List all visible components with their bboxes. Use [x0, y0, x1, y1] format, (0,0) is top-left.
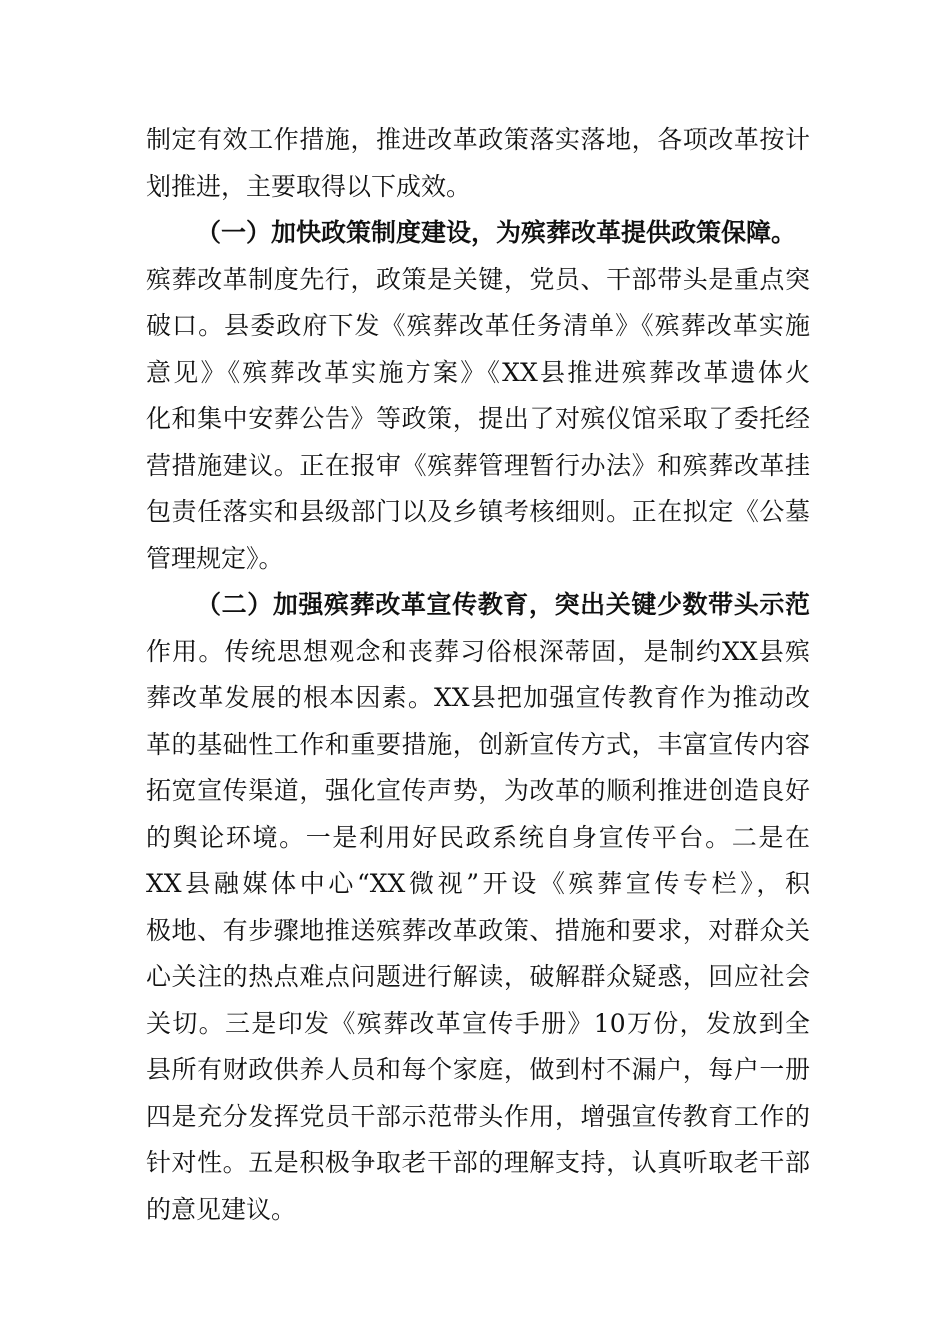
text-line: 极地、有步骤地推送殡葬改革政策、措施和要求，对群众关	[146, 915, 810, 945]
text-line: 关切。三是印发《殡葬改革宣传手册》10万份，发放到全	[146, 1008, 810, 1038]
text-line: 针对性。五是积极争取老干部的理解支持，认真听取老干部	[146, 1148, 810, 1177]
text-line: 化和集中安葬公告》等政策，提出了对殡仪馆采取了委托经	[146, 404, 810, 433]
text-line: 的意见建议。	[146, 1194, 297, 1224]
text-line: XX县融媒体中心“XX微视”开设《殡葬宣传专栏》，积	[146, 869, 810, 898]
text-line: 划推进，主要取得以下成效。	[146, 171, 472, 201]
text-line: 制定有效工作措施，推进改革政策落实落地，各项改革按计	[146, 125, 810, 154]
text-line: 营措施建议。正在报审《殡葬管理暂行办法》和殡葬改革挂	[146, 450, 810, 480]
text-line: 作用。传统思想观念和丧葬习俗根深蒂固，是制约XX县殡	[146, 636, 810, 666]
body-text	[146, 117, 810, 1233]
text-line: 拓宽宣传渠道，强化宣传声势，为改革的顺利推进创造良好	[146, 776, 810, 805]
text-line: 革的基础性工作和重要措施，创新宣传方式，丰富宣传内容	[146, 729, 810, 759]
text-line: 心关注的热点难点问题进行解读，破解群众疑惑，回应社会	[146, 962, 810, 991]
text-line: 破口。县委政府下发《殡葬改革任务清单》《殡葬改革实施	[146, 311, 810, 340]
text-line: 的舆论环境。一是利用好民政系统自身宣传平台。二是在	[146, 822, 810, 852]
text-line: 殡葬改革制度先行，政策是关键，党员、干部带头是重点突	[146, 264, 810, 294]
text-line: 四是充分发挥党员干部示范带头作用，增强宣传教育工作的	[146, 1101, 810, 1131]
text-line: 管理规定》。	[146, 543, 284, 573]
text-line: 包责任落实和县级部门以及乡镇考核细则。正在拟定《公墓	[146, 497, 810, 526]
text-line: 葬改革发展的根本因素。XX县把加强宣传教育作为推动改	[146, 683, 810, 712]
section-heading-1: （一）加快政策制度建设，为殡葬改革提供政策保障。	[196, 218, 797, 247]
text-line: 意见》《殡葬改革实施方案》《XX县推进殡葬改革遗体火	[146, 357, 810, 387]
text-line: 县所有财政供养人员和每个家庭，做到村不漏户，每户一册	[146, 1055, 810, 1084]
section-heading-2: （二）加强殡葬改革宣传教育，突出关键少数带头示范	[196, 590, 810, 619]
